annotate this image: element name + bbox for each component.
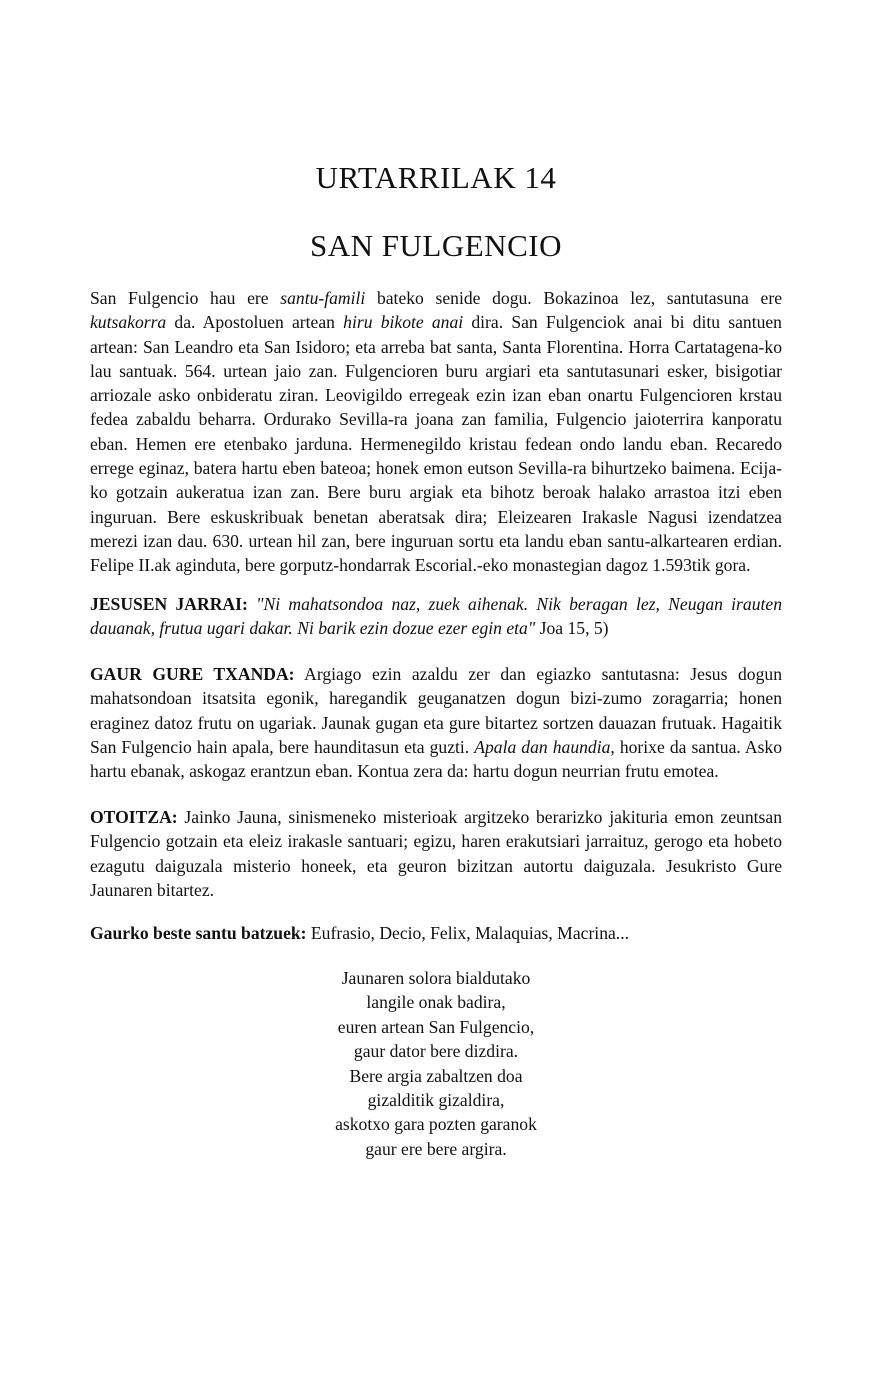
jesusen-label: JESUSEN JARRAI: bbox=[90, 594, 248, 614]
jesusen-jarrai-section bbox=[90, 592, 782, 641]
poem-line: gaur dator bere dizdira. bbox=[353, 1041, 519, 1062]
other-saints-section bbox=[90, 921, 782, 945]
poem-line: askotxo gara pozten garanok bbox=[335, 1114, 537, 1135]
otoitza-text: Jainko Jauna, sinismeneko misterioak argitzeko berarizko jakituria emon zeuntsan Fulgencio gotzain eta eleiz irakasle santuari; egizu, haren erakutsiari jarraituz, gerogo eta hobeto ezagutu daiguzala misterio honeek, eta geuron bizitzan autortu daiguzala. Jesukristo Gure Jaunaren bitartez. bbox=[90, 807, 782, 900]
bio-italic-text: kutsakorra bbox=[90, 312, 167, 333]
poem-line: gaur ere bere argira. bbox=[365, 1138, 507, 1159]
bio-italic-text: santu-famili bbox=[280, 288, 366, 308]
bio-text: bateko senide dogu. Bokazinoa lez, santutasuna ere bbox=[365, 288, 782, 308]
date-title: URTARRILAK 14 bbox=[315, 160, 557, 195]
poem-line: gizalditik gizaldira, bbox=[367, 1090, 505, 1111]
otoitza-section bbox=[90, 805, 782, 902]
otoitza-label: OTOITZA: bbox=[90, 807, 178, 827]
other-saints-text: Eufrasio, Decio, Felix, Malaquias, Macrina... bbox=[306, 923, 629, 943]
saint-title: SAN FULGENCIO bbox=[310, 228, 562, 263]
gospel-quote: "Ni mahatsondoa naz, zuek aihenak. Nik beragan lez, Neugan irauten dauanak, frutua ugari dakar. Ni barik ezin dozue ezer egin eta" bbox=[90, 594, 782, 639]
poem-line: Bere argia zabaltzen doa bbox=[349, 1065, 523, 1086]
bio-text: San Fulgencio hau ere bbox=[90, 288, 281, 308]
poem bbox=[90, 966, 782, 1161]
gaur-italic-text: Apala dan haundia, bbox=[474, 736, 615, 757]
other-saints-label: Gaurko beste santu batzuek: bbox=[90, 923, 307, 943]
gaur-text: horixe da santua. Asko hartu ebanak, askogaz erantzun eban. Kontua zera da: hartu dogun neurrian frutu emotea. bbox=[90, 736, 783, 782]
poem-line: langile onak badira, bbox=[366, 992, 506, 1013]
gospel-reference: Joa 15, 5) bbox=[535, 618, 609, 639]
poem-line: Jaunaren solora bialdutako bbox=[341, 968, 531, 988]
bio-text: da. Apostoluen artean bbox=[166, 312, 344, 333]
gaur-gure-txanda-section bbox=[90, 662, 782, 783]
bio-text: dira. San Fulgenciok anai bi ditu santuen artean: San Leandro eta San Isidoro; eta arreba bat santa, Santa Florentina. Horra Cartatagena-ko lau santuak. 564. urtean jaio zan. Fulgencioren buru argiari eta santutasunari esker, bisigotiar arriozale asko onbideratu ziran. Leovigildo erregeak ezin izan eban onartu Fulgencioren krstau fedea zabaldu beharra. Ordurako Sevilla-ra joana zan familia, Fulgencio jaioterrira kanporatu eban. Hemen ere etenbako jarduna. Hermenegildo kristau fedean ondo landu eban. Recaredo errege eginaz, batera hartu eben bateoa; honek emon eutson Sevilla-ra bihurtzeko baimena. Ecija-ko gotzain aukeratua izan zan. Bere buru argiak eta bihotz beroak halako arrastoa itzi eben inguruan. Bere eskuskribuak benetan aberatsak dira; Eleizearen Irakasle Nagusi izendatzea merezi izan dau. 630. urtean hil zan, bere inguruan sortu eta landu eban santu-alkartearen erdian. Felipe II.ak aginduta, bere gorputz-hondarrak Escorial.-eko monastegian dagoz 1.593tik gora. bbox=[90, 312, 782, 576]
gaur-label: GAUR GURE TXANDA: bbox=[90, 664, 295, 684]
poem-line: euren artean San Fulgencio, bbox=[337, 1016, 535, 1037]
biography-paragraph bbox=[90, 286, 782, 578]
gaur-text: Argiago ezin azaldu zer dan egiazko santutasna: Jesus dogun mahatsondoan itsatsita egonik, haregandik geuganatzen dogun bizi-zumo zoragarria; honen eraginez datoz frutu on ugariak. Jaunak gugan eta gure bitartez sortzen dauazan frutuak. Hagaitik San Fulgencio hain apala, bere haunditasun eta guzti. bbox=[90, 664, 782, 757]
bio-italic-text: hiru bikote anai bbox=[343, 312, 464, 333]
